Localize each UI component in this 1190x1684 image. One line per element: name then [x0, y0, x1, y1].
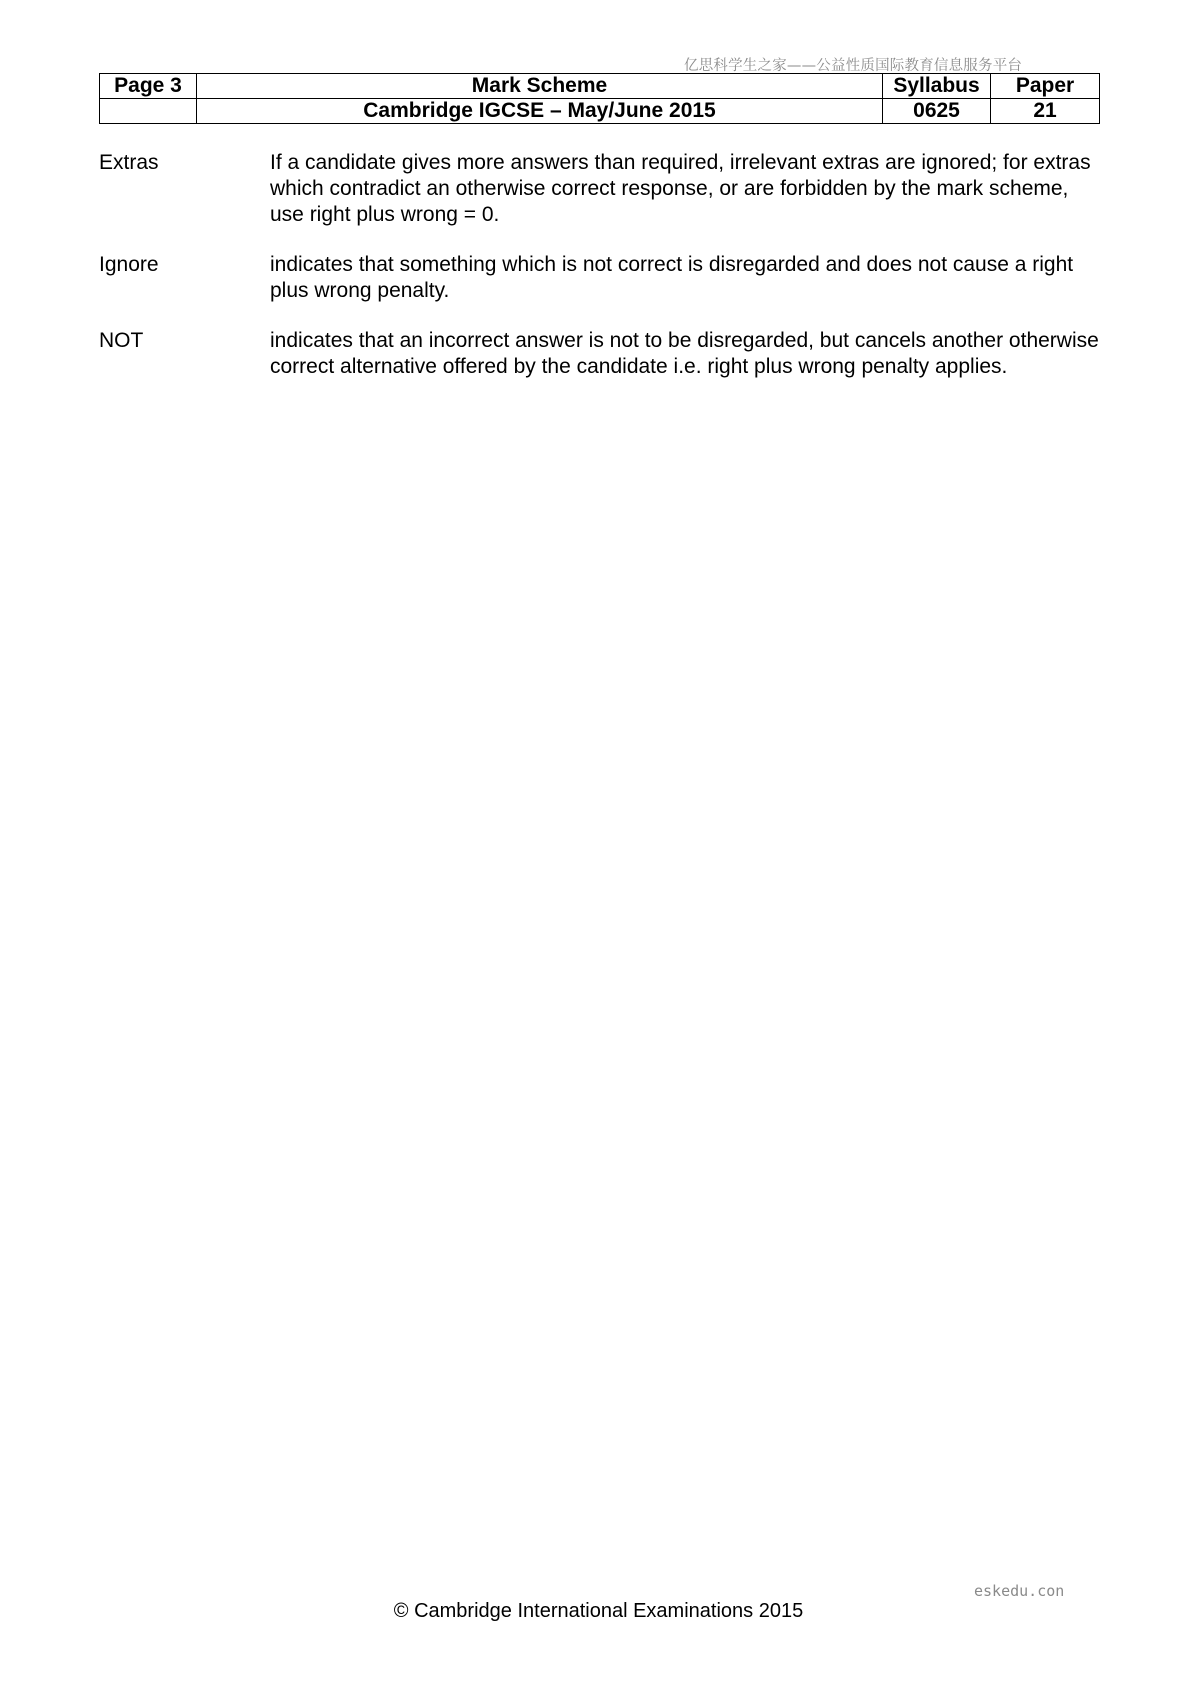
- definitions-list: [99, 150, 1099, 404]
- definition-row-not: [99, 328, 1099, 380]
- syllabus-value: 0625: [883, 99, 991, 124]
- definition-row-extras: [99, 150, 1099, 228]
- definition-text: If a candidate gives more answers than required, irrelevant extras are ignored; for extras which contradict an otherwise correct response, or are forbidden by the mark scheme, use right plus wrong = 0.: [270, 151, 1091, 226]
- document-title: Mark Scheme: [197, 74, 883, 99]
- definition-term: Extras: [99, 151, 159, 174]
- definition-row-ignore: [99, 252, 1099, 304]
- empty-cell: [100, 99, 197, 124]
- syllabus-label: Syllabus: [883, 74, 991, 99]
- definition-text: indicates that an incorrect answer is not to be disregarded, but cancels another otherwise correct alternative offered by the candidate i.e. right plus wrong penalty applies.: [270, 329, 1099, 378]
- copyright-footer: © Cambridge International Examinations 2015: [393, 1600, 804, 1622]
- header-row-2: [100, 99, 1100, 124]
- paper-label: Paper: [991, 74, 1100, 99]
- definition-text: indicates that something which is not correct is disregarded and does not cause a right plus wrong penalty.: [270, 253, 1074, 302]
- watermark-bottom: eskedu.con: [974, 1582, 1065, 1600]
- header-table: [99, 73, 1100, 124]
- watermark-top: 亿思科学生之家——公益性质国际教育信息服务平台: [684, 58, 1023, 74]
- header-row-1: [100, 74, 1100, 99]
- page-label: Page 3: [100, 74, 197, 99]
- paper-value: 21: [991, 99, 1100, 124]
- definition-term: Ignore: [99, 253, 159, 276]
- definition-term: NOT: [99, 329, 144, 352]
- exam-session: Cambridge IGCSE – May/June 2015: [197, 99, 883, 124]
